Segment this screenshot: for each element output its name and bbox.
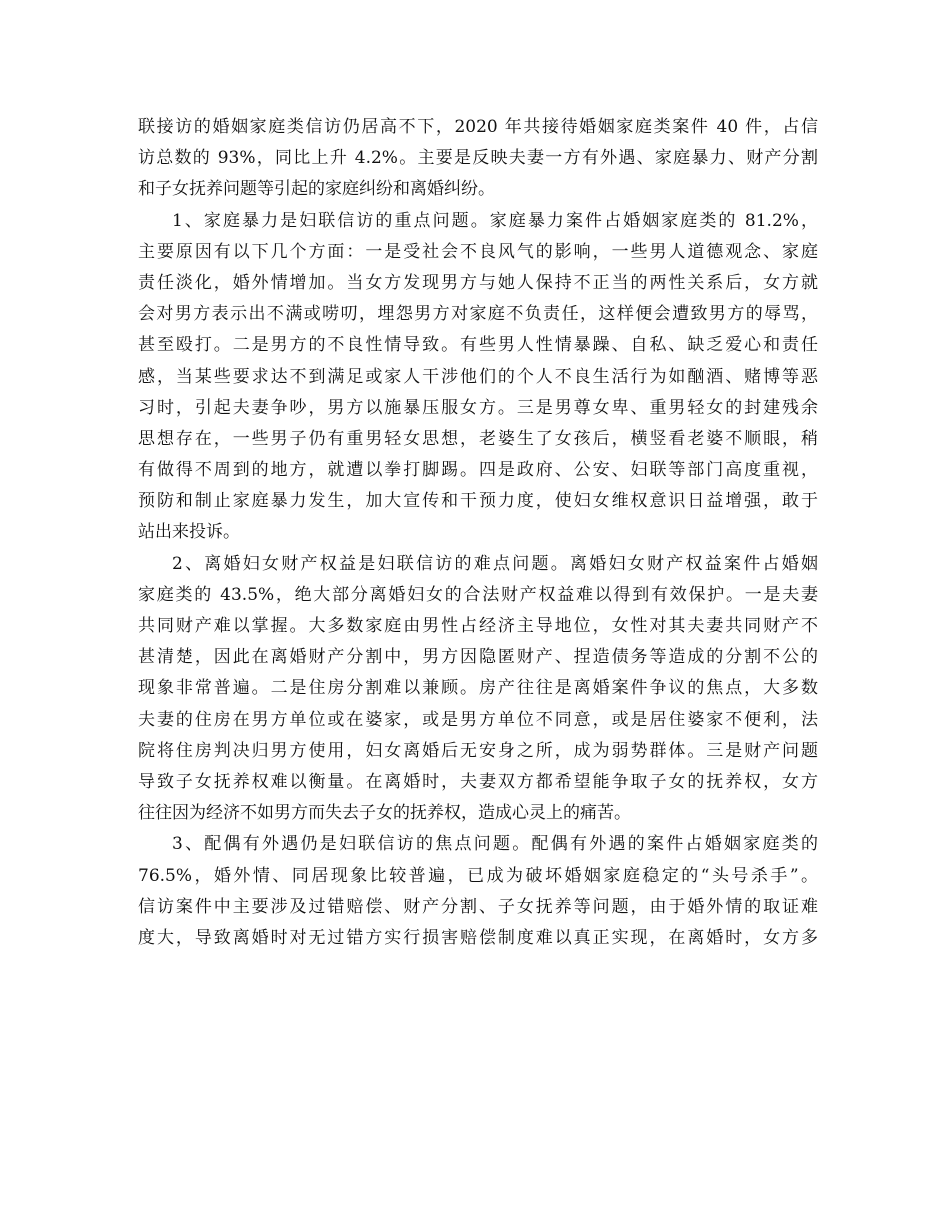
text-line: 责任淡化，婚外情增加。当女方发现男方与她人保持不正当的两性关系后，女方就	[138, 272, 818, 293]
text-line: 会对男方表示出不满或唠叨，埋怨男方对家庭不负责任，这样便会遭致男方的辱骂，	[138, 304, 818, 325]
text-line: 和子女抚养问题等引起的家庭纠纷和离婚纠纷。	[138, 179, 495, 200]
paragraph-1	[138, 112, 818, 206]
text-line: 76.5%，婚外情、同居现象比较普遍，已成为破坏婚姻家庭稳定的“头号杀手”。	[138, 865, 818, 886]
paragraph-4	[138, 829, 818, 954]
text-line: 习时，引起夫妻争吵，男方以施暴压服女方。三是男尊女卑、重男轻女的封建残余	[138, 397, 818, 418]
text-line: 度大，导致离婚时对无过错方实行损害赔偿制度难以真正实现，在离婚时，女方多	[138, 927, 818, 948]
text-line: 联接访的婚姻家庭类信访仍居高不下，2020 年共接待婚姻家庭类案件 40 件，占信	[138, 117, 818, 137]
text-line: 现象非常普遍。二是住房分割难以兼顾。房产往往是离婚案件争议的焦点，大多数	[138, 678, 818, 699]
text-line: 甚至殴打。二是男方的不良性情导致。有些男人性情暴躁、自私、缺乏爱心和责任	[138, 335, 818, 356]
document-body	[138, 112, 818, 954]
text-line: 院将住房判决归男方使用，妇女离婚后无安身之所，成为弱势群体。三是财产问题	[138, 740, 818, 761]
text-line: 访总数的 93%，同比上升 4.2%。主要是反映夫妻一方有外遇、家庭暴力、财产分割	[138, 148, 818, 169]
text-line: 有做得不周到的地方，就遭以拳打脚踢。四是政府、公安、妇联等部门高度重视，	[138, 460, 818, 481]
text-line: 2、离婚妇女财产权益是妇联信访的难点问题。离婚妇女财产权益案件占婚姻	[172, 553, 818, 574]
text-line: 主要原因有以下几个方面：一是受社会不良风气的影响，一些男人道德观念、家庭	[138, 241, 818, 262]
text-line: 信访案件中主要涉及过错赔偿、财产分割、子女抚养等问题，由于婚外情的取证难	[138, 896, 818, 917]
text-line: 往往因为经济不如男方而失去子女的抚养权，造成心灵上的痛苦。	[138, 803, 631, 824]
text-line: 1、家庭暴力是妇联信访的重点问题。家庭暴力案件占婚姻家庭类的 81.2%，	[172, 210, 818, 231]
paragraph-2	[138, 206, 818, 549]
text-line: 预防和制止家庭暴力发生，加大宣传和干预力度，使妇女维权意识日益增强，敢于	[138, 491, 818, 512]
text-line: 导致子女抚养权难以衡量。在离婚时，夫妻双方都希望能争取子女的抚养权，女方	[138, 771, 818, 792]
text-line: 感，当某些要求达不到满足或家人干涉他们的个人不良生活行为如酗酒、赌博等恶	[138, 366, 818, 387]
text-line: 甚清楚，因此在离婚财产分割中，男方因隐匿财产、捏造债务等造成的分割不公的	[138, 647, 818, 668]
text-line: 3、配偶有外遇仍是妇联信访的焦点问题。配偶有外遇的案件占婚姻家庭类的	[172, 834, 818, 855]
text-line: 思想存在，一些男子仍有重男轻女思想，老婆生了女孩后，横竖看老婆不顺眼，稍	[138, 428, 818, 449]
text-line: 家庭类的 43.5%，绝大部分离婚妇女的合法财产权益难以得到有效保护。一是夫妻	[138, 584, 818, 605]
text-line: 共同财产难以掌握。大多数家庭由男性占经济主导地位，女性对其夫妻共同财产不	[138, 616, 818, 636]
text-line: 站出来投诉。	[138, 522, 240, 543]
paragraph-3	[138, 549, 818, 830]
text-line: 夫妻的住房在男方单位或在婆家，或是男方单位不同意，或是居住婆家不便利，法	[138, 709, 818, 730]
